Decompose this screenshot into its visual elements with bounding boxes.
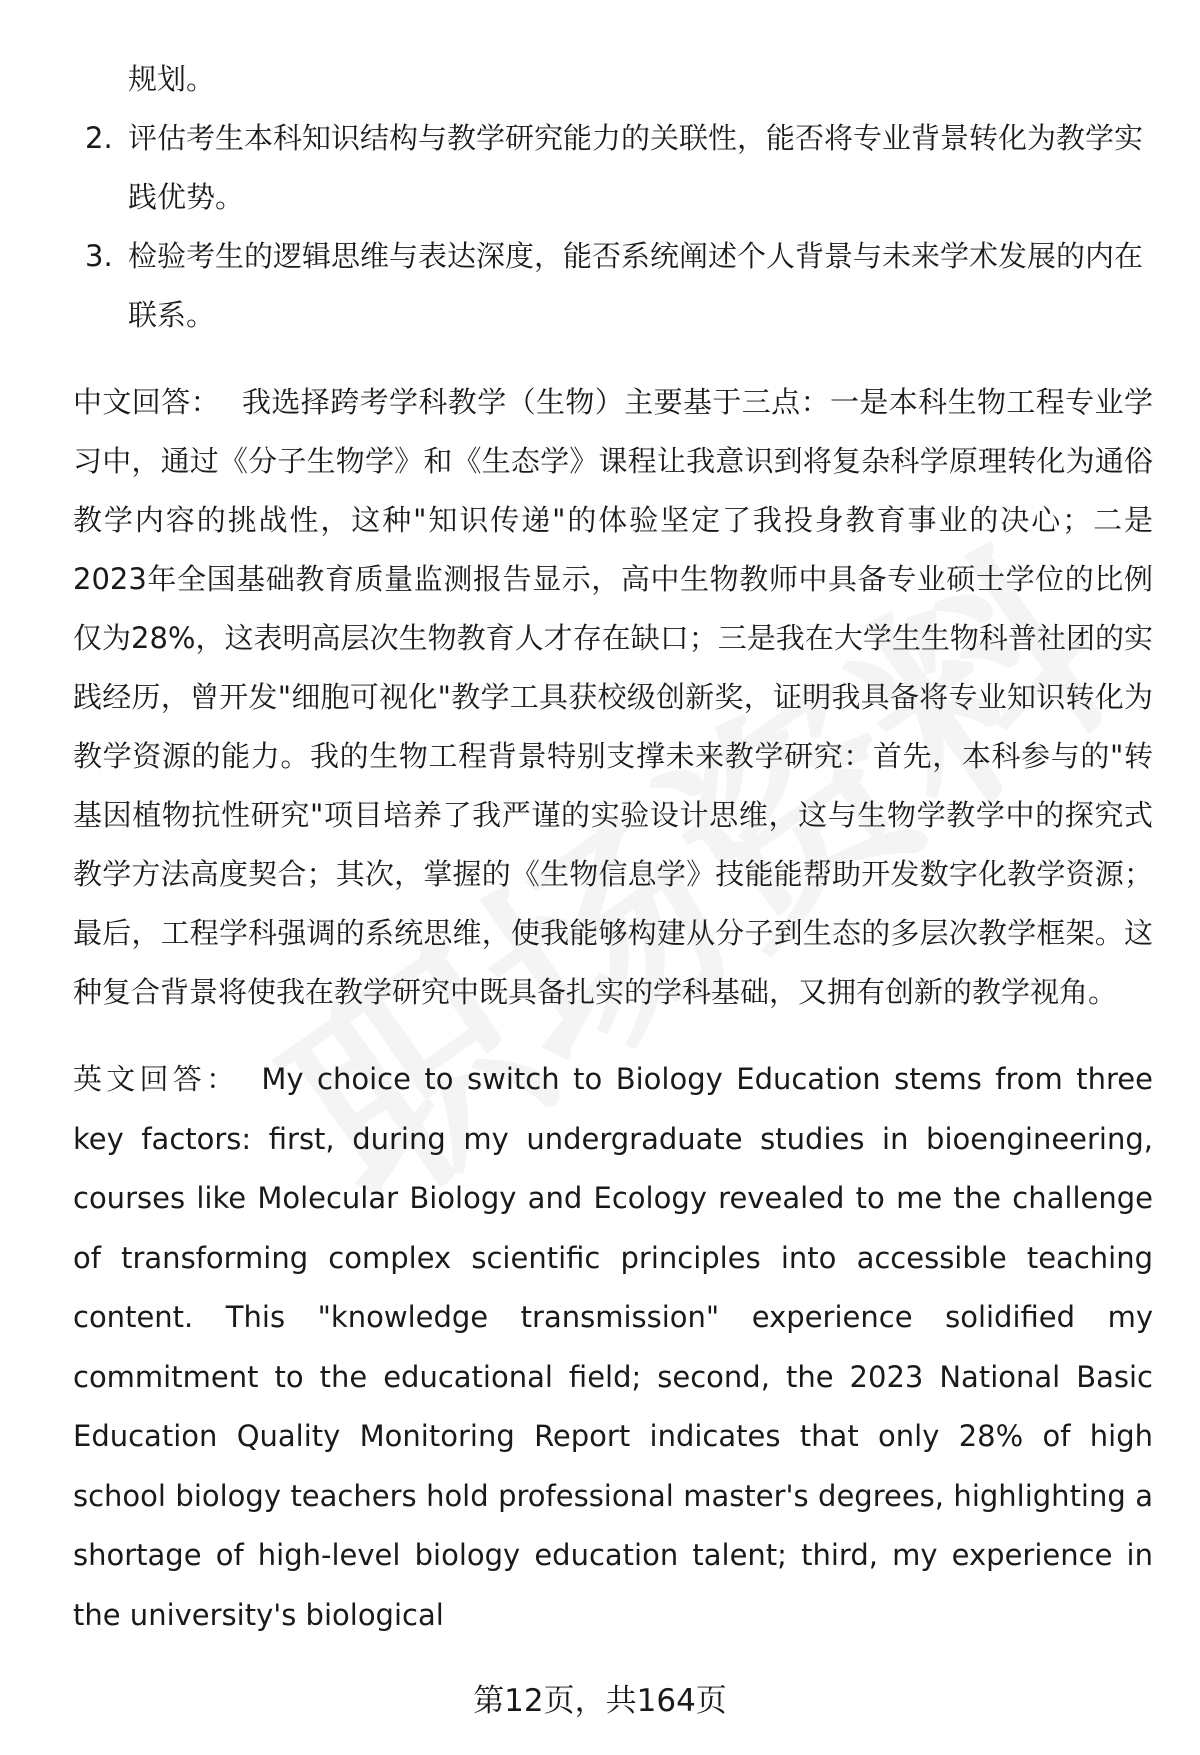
list-item bbox=[73, 227, 1153, 345]
list-item-text: 评估考生本科知识结构与教学研究能力的关联性，能否将专业背景转化为教学实践优势。 bbox=[128, 121, 1144, 214]
list-item-text: 检验考生的逻辑思维与表达深度，能否系统阐述个人背景与未来学术发展的内在联系。 bbox=[128, 239, 1144, 332]
numbered-list bbox=[73, 50, 1153, 345]
english-answer-text: My choice to switch to Biology Education stems from three key factors: first, during my undergraduate studies in bioengineering, courses like Molecular Biology and Ecology revealed to me the challenge of transforming complex scientific principles into accessible teaching content. This "knowledge transmission" experience solidified my commitment to the educational field; second, the 2023 National Basic Education Quality Monitoring Report indicates that only 28% of high school biology teachers hold professional master's degrees, highlighting a shortage of high-level biology education talent; third, my experience in the university's biological bbox=[73, 1062, 1153, 1632]
page-number-footer: 第12页，共164页 bbox=[473, 1683, 727, 1719]
chinese-answer-label: 中文回答： bbox=[73, 385, 220, 419]
page-content bbox=[73, 50, 1153, 1645]
english-answer bbox=[73, 1050, 1153, 1645]
list-item-number: 2. bbox=[85, 121, 113, 155]
english-answer-label: 英文回答： bbox=[73, 1062, 240, 1096]
list-item-continuation: 规划。 bbox=[128, 62, 216, 96]
list-item bbox=[73, 109, 1153, 227]
list-item-number: 3. bbox=[85, 239, 113, 273]
chinese-answer bbox=[73, 373, 1153, 1022]
chinese-answer-text: 我选择跨考学科教学（生物）主要基于三点：一是本科生物工程专业学习中，通过《分子生物学》和《生态学》课程让我意识到将复杂科学原理转化为通俗教学内容的挑战性，这种"知识传递"的体验坚定了我投身教育事业的决心；二是2023年全国基础教育质量监测报告显示，高中生物教师中具备专业硕士学位的比例仅为28%，这表明高层次生物教育人才存在缺口；三是我在大学生生物科普社团的实践经历，曾开发"细胞可视化"教学工具获校级创新奖，证明我具备将专业知识转化为教学资源的能力。我的生物工程背景特别支撑未来教学研究：首先，本科参与的"转基因植物抗性研究"项目培养了我严谨的实验设计思维，这与生物学教学中的探究式教学方法高度契合；其次，掌握的《生物信息学》技能能帮助开发数字化教学资源；最后，工程学科强调的系统思维，使我能够构建从分子到生态的多层次教学框架。这种复合背景将使我在教学研究中既具备扎实的学科基础，又拥有创新的教学视角。 bbox=[73, 385, 1153, 1009]
